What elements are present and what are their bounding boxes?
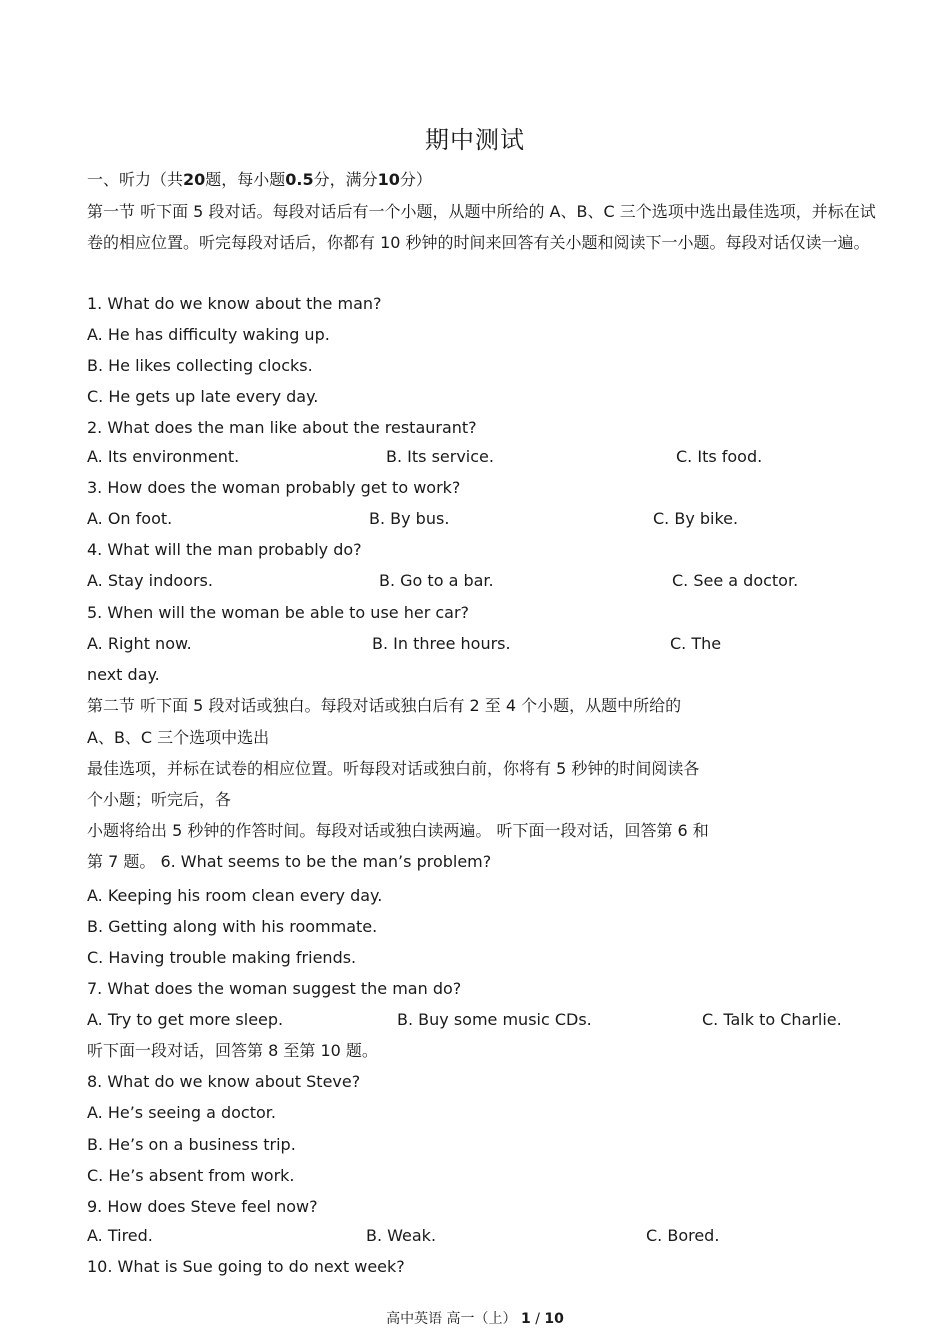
page-footer: 高中英语 高一（上） 1 / 10 [386, 1311, 564, 1327]
option-a: A. He’s seeing a doctor. [87, 1103, 276, 1122]
option-a: A. Try to get more sleep. [87, 1010, 284, 1029]
part1-instructions: 第一节 听下面 5 段对话。每段对话后有一个小题，从题中所给的 A、B、C 三个选项中选出最佳选项，并标在试卷的相应位置。听完每段对话后，你都有 10 秒钟的时间来回答有关小题和阅读下一小题。每段对话仅读一遍。 [87, 202, 876, 252]
page-title: 期中测试 [425, 126, 525, 154]
option-c: C. Having trouble making friends. [87, 948, 357, 967]
option-c: C. The [670, 634, 722, 653]
option-b: B. Its service. [386, 447, 494, 466]
option-b: B. Getting along with his roommate. [87, 917, 378, 936]
option-a: A. Right now. [87, 634, 192, 653]
option-c: C. By bike. [653, 509, 739, 528]
option-a: A. He has difficulty waking up. [87, 325, 330, 344]
part2-instructions-line: 最佳选项，并标在试卷的相应位置。听每段对话或独白前，你将有 5 秒钟的时间阅读各 [87, 759, 700, 778]
option-b: B. He’s on a business trip. [87, 1135, 296, 1154]
part2-instructions-line: 小题将给出 5 秒钟的作答时间。每段对话或独白读两遍。 听下面一段对话，回答第 6 和 [87, 821, 709, 840]
question-stem: 1. What do we know about the man? [87, 294, 382, 313]
option-a: A. Stay indoors. [87, 571, 213, 590]
option-a: A. Keeping his room clean every day. [87, 886, 383, 905]
page-number: 1 [521, 1311, 531, 1327]
part2-instructions-line: 第 7 题。 6. What seems to be the man’s problem? [87, 852, 492, 871]
dialog-instruction: 听下面一段对话，回答第 8 至第 10 题。 [87, 1041, 378, 1060]
question-stem: 9. How does Steve feel now? [87, 1197, 318, 1216]
option-a: A. Its environment. [87, 447, 240, 466]
question-stem: 5. When will the woman be able to use her car? [87, 603, 470, 622]
question-stem: 4. What will the man probably do? [87, 540, 362, 559]
option-b: B. Weak. [366, 1226, 437, 1245]
page-total: 10 [544, 1311, 564, 1327]
option-c: C. He gets up late every day. [87, 387, 319, 406]
question-stem: 3. How does the woman probably get to work? [87, 478, 461, 497]
option-b: B. By bus. [369, 509, 450, 528]
section-heading: 一、听力（共20题，每小题0.5分，满分10分） [87, 170, 432, 189]
question-stem: 10. What is Sue going to do next week? [87, 1257, 405, 1276]
option-c-continued: next day. [87, 665, 160, 684]
option-c: C. See a doctor. [672, 571, 799, 590]
part2-instructions-line: A、B、C 三个选项中选出 [87, 728, 270, 747]
option-b: B. Go to a bar. [379, 571, 494, 590]
option-c: C. Talk to Charlie. [702, 1010, 842, 1029]
option-c: C. Its food. [676, 447, 763, 466]
option-c: C. He’s absent from work. [87, 1166, 295, 1185]
part2-instructions-line: 个小题；听完后，各 [87, 790, 232, 809]
option-a: A. On foot. [87, 509, 173, 528]
question-stem: 8. What do we know about Steve? [87, 1072, 361, 1091]
option-b: B. Buy some music CDs. [397, 1010, 592, 1029]
option-c: C. Bored. [646, 1226, 720, 1245]
question-stem: 7. What does the woman suggest the man do? [87, 979, 462, 998]
option-b: B. In three hours. [372, 634, 511, 653]
option-b: B. He likes collecting clocks. [87, 356, 313, 375]
option-a: A. Tired. [87, 1226, 153, 1245]
question-stem: 2. What does the man like about the restaurant? [87, 418, 477, 437]
part2-instructions-line: 第二节 听下面 5 段对话或独白。每段对话或独白后有 2 至 4 个小题，从题中所给的 [87, 696, 682, 715]
